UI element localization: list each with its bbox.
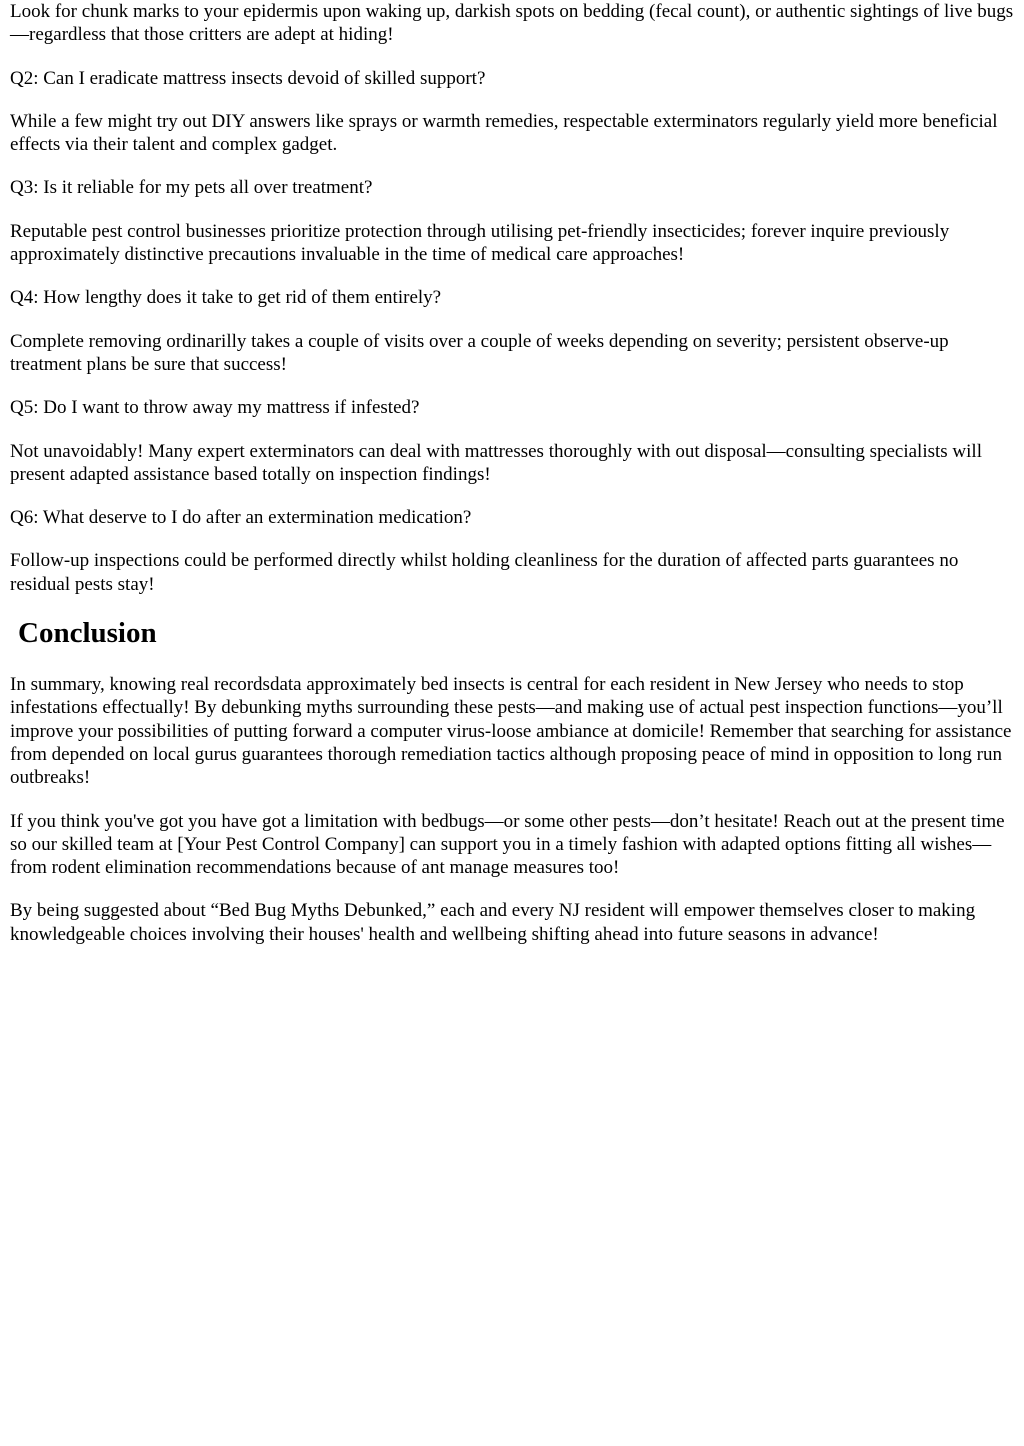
faq-answer-2: While a few might try out DIY answers like sprays or warmth remedies, respectable exterminators regularly yield more beneficial effects via their talent and complex gadget. [10,110,998,156]
conclusion-paragraph-2: If you think you've got you have got a limitation with bedbugs—or some other pests—don’t hesitate! Reach out at the present time so our skilled team at [Your Pest Control Company] can support you in a timely fashion with adapted options fitting all wishes—from rodent elimination recommendations because of ant manage measures too! [10,810,1005,879]
faq-answer-6: Follow-up inspections could be performed directly whilst holding cleanliness for the duration of affected parts guarantees no residual pests stay! [10,550,959,595]
faq-question-2: Q2: Can I eradicate mattress insects devoid of skilled support? [10,67,486,89]
faq-question-4: Q4: How lengthy does it take to get rid of them entirely? [10,287,442,309]
conclusion-paragraph-3: By being suggested about “Bed Bug Myths Debunked,” each and every NJ resident will empower themselves closer to making knowledgeable choices involving their houses' health and wellbeing shifting ahead into future seasons in advance! [10,900,976,945]
faq-answer-3: Reputable pest control businesses prioritize protection through utilising pet-friendly insecticides; forever inquire previously approximately distinctive precautions invaluable in the time of medical care approaches! [10,220,950,266]
conclusion-paragraph-1: In summary, knowing real recordsdata approximately bed insects is central for each resident in New Jersey who needs to stop infestations effectually! By debunking myths surrounding these pests—and making use of actual pest inspection functions—you’ll improve your possibilities of putting forward a computer virus-loose ambiance at domicile! Remember that searching for assistance from depended on local gurus guarantees thorough remediation tactics although proposing peace of mind in opposition to long run outbreaks! [10,674,1012,789]
faq-answer-4: Complete removing ordinarilly takes a couple of visits over a couple of weeks depending on severity; persistent observe-up treatment plans be sure that success! [10,330,949,375]
document-body [10,0,1016,966]
faq-question-3: Q3: Is it reliable for my pets all over treatment? [10,177,373,199]
faq-question-6: Q6: What deserve to I do after an extermination medication? [10,507,472,529]
conclusion-heading: Conclusion [18,617,157,650]
faq-answer-1: Look for chunk marks to your epidermis upon waking up, darkish spots on bedding (fecal count), or authentic sightings of live bugs—regardless that those critters are adept at hiding! [10,1,1014,46]
faq-answer-5: Not unavoidably! Many expert exterminators can deal with mattresses thoroughly with out disposal—consulting specialists will present adapted assistance based totally on inspection findings! [10,440,982,485]
faq-question-5: Q5: Do I want to throw away my mattress if infested? [10,397,420,419]
